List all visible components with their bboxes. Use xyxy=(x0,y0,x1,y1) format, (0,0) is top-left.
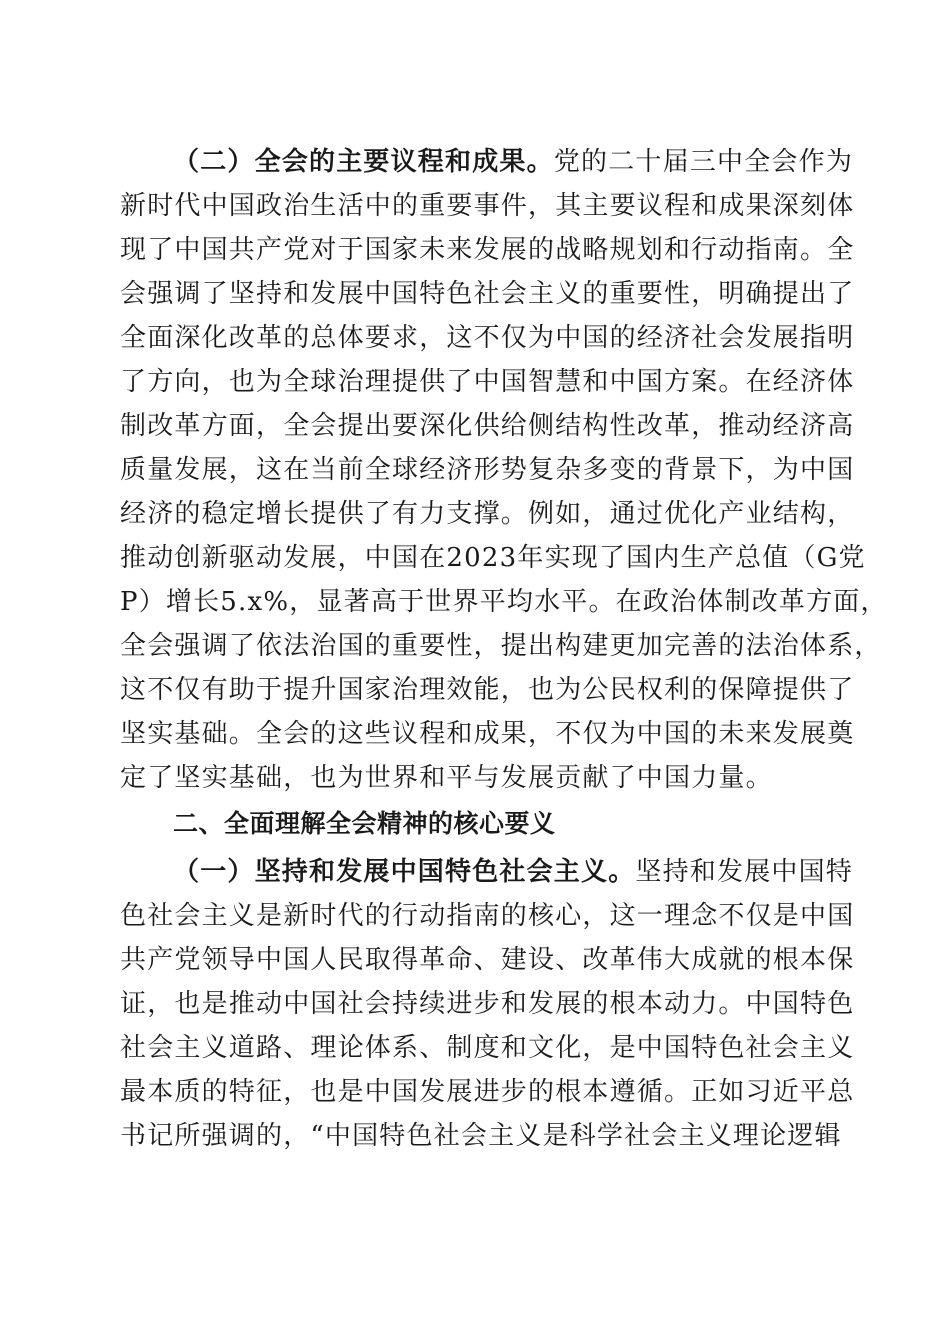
paragraph-1-line: 会强调了坚持和发展中国特色社会主义的重要性，明确提出了 xyxy=(120,279,855,309)
paragraph-2-line: 证，也是推动中国社会持续进步和发展的根本动力。中国特色 xyxy=(120,989,855,1019)
paragraph-1-last-line: 定了坚实基础，也为世界和平与发展贡献了中国力量。 xyxy=(120,763,773,793)
paragraph-1-line: 全会强调了依法治国的重要性，提出构建更加完善的法治体系， xyxy=(120,631,882,661)
paragraph-2-line-1-text: 坚持和发展中国特 xyxy=(635,857,854,887)
paragraph-1-line: 经济的稳定增长提供了有力支撑。例如，通过优化产业结构， xyxy=(120,499,855,529)
paragraph-1-line: 推动创新驱动发展，中国在2023年实现了国内生产总值（G党 xyxy=(120,543,866,573)
paragraph-2-line: 社会主义道路、理论体系、制度和文化，是中国特色社会主义 xyxy=(120,1033,855,1063)
paragraph-2-line: 色社会主义是新时代的行动指南的核心，这一理念不仅是中国 xyxy=(120,901,855,931)
paragraph-2-line-1 xyxy=(173,851,854,893)
paragraph-1-line: 制改革方面，全会提出要深化供给侧结构性改革，推动经济高 xyxy=(120,411,855,441)
paragraph-1-line: 现了中国共产党对于国家未来发展的战略规划和行动指南。全 xyxy=(120,235,855,265)
section-heading: 二、全面理解全会精神的核心要义 xyxy=(173,809,556,838)
paragraph-1-line: 这不仅有助于提升国家治理效能，也为公民权利的保障提供了 xyxy=(120,675,855,705)
paragraph-1-line: 坚实基础。全会的这些议程和成果，不仅为中国的未来发展奠 xyxy=(120,719,855,749)
paragraph-1-line: P）增长5.x%，显著高于世界平均水平。在政治体制改革方面， xyxy=(120,587,888,617)
paragraph-2-lead: （一）坚持和发展中国特色社会主义。 xyxy=(173,857,636,887)
paragraph-1-line: 全面深化改革的总体要求，这不仅为中国的经济社会发展指明 xyxy=(120,323,855,353)
paragraph-1-line-1-text: 党的二十届三中全会作为 xyxy=(553,147,854,177)
paragraph-1-line: 新时代中国政治生活中的重要事件，其主要议程和成果深刻体 xyxy=(120,191,855,221)
paragraph-1-line: 质量发展，这在当前全球经济形势复杂多变的背景下，为中国 xyxy=(120,455,855,485)
paragraph-2-line: 最本质的特征，也是中国发展进步的根本遵循。正如习近平总 xyxy=(120,1077,855,1107)
paragraph-1-line-1 xyxy=(173,141,854,183)
paragraph-2-line: 共产党领导中国人民取得革命、建设、改革伟大成就的根本保 xyxy=(120,945,855,975)
paragraph-1-line: 了方向，也为全球治理提供了中国智慧和中国方案。在经济体 xyxy=(120,367,855,397)
paragraph-1-lead: （二）全会的主要议程和成果。 xyxy=(173,147,554,177)
paragraph-2-line: 书记所强调的，“中国特色社会主义是科学社会主义理论逻辑 xyxy=(120,1121,842,1151)
